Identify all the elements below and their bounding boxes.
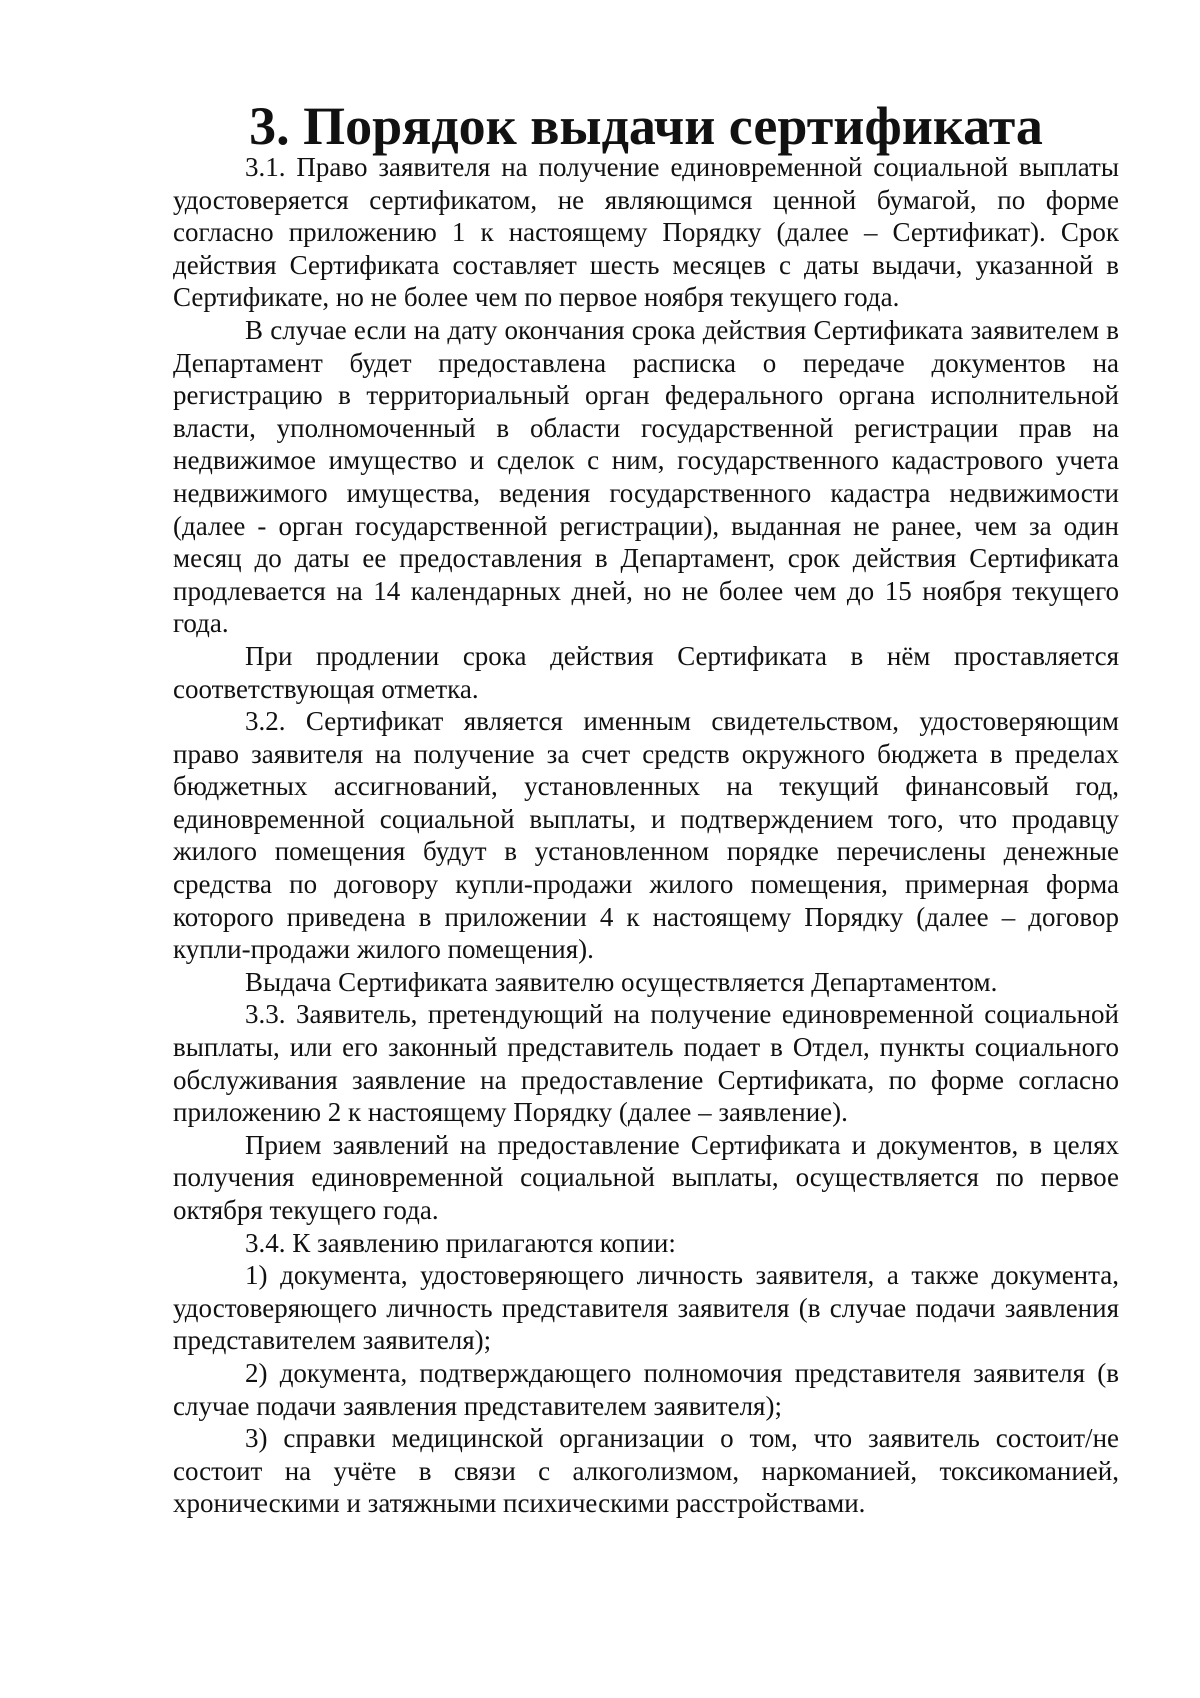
document-page bbox=[173, 96, 1119, 1520]
paragraph-3-1: 3.1. Право заявителя на получение единовременной социальной выплаты удостоверяется сертификатом, не являющимся ценной бумагой, по форме согласно приложению 1 к настоящему Порядку (далее – Сертификат). Срок действия Сертификата составляет шесть месяцев с даты выдачи, указанной в Сертификате, но не более чем по первое ноября текущего года. bbox=[173, 152, 1119, 313]
list-item-2: 2) документа, подтверждающего полномочия представителя заявителя (в случае подачи заявления представителем заявителя); bbox=[173, 1357, 1119, 1421]
list-item-3: 3) справки медицинской организации о том, что заявитель состоит/не состоит на учёте в связи с алкоголизмом, наркоманией, токсикоманией, хроническими и затяжными психическими расстройствами. bbox=[173, 1423, 1119, 1519]
paragraph-acceptance-deadline: Прием заявлений на предоставление Сертификата и документов, в целях получения единовременной социальной выплаты, осуществляется по первое октября текущего года. bbox=[173, 1129, 1119, 1225]
section-heading: 3. Порядок выдачи сертификата bbox=[249, 96, 1043, 156]
paragraph-extension-mark: При продлении срока действия Сертификата в нём проставляется соответствующая отметка. bbox=[173, 640, 1119, 704]
paragraph-issuance: Выдача Сертификата заявителю осуществляется Департаментом. bbox=[245, 966, 998, 997]
paragraph-extension-case: В случае если на дату окончания срока действия Сертификата заявителем в Департамент будет предоставлена расписка о передаче документов на регистрацию в территориальный орган федерального органа исполнительной власти, уполномоченный в области государственной регистрации прав на недвижимое имущество и сделок с ним, государственного кадастрового учета недвижимого имущества, ведения государственного кадастра недвижимости (далее - орган государственной регистрации), выданная не ранее, чем за один месяц до даты ее предоставления в Департамент, срок действия Сертификата продлевается на 14 календарных дней, но не более чем до 15 ноября текущего года. bbox=[173, 314, 1119, 639]
paragraph-3-4: 3.4. К заявлению прилагаются копии: bbox=[245, 1227, 676, 1258]
paragraph-3-3: 3.3. Заявитель, претендующий на получение единовременной социальной выплаты, или его законный представитель подает в Отдел, пункты социального обслуживания заявление на предоставление Сертификата, по форме согласно приложению 2 к настоящему Порядку (далее – заявление). bbox=[173, 999, 1119, 1128]
paragraph-3-2: 3.2. Сертификат является именным свидетельством, удостоверяющим право заявителя на получение за счет средств окружного бюджета в пределах бюджетных ассигнований, установленных на текущий финансовый год, единовременной социальной выплаты, и подтверждением того, что продавцу жилого помещения будут в установленном порядке перечислены денежные средства по договору купли-продажи жилого помещения, примерная форма которого приведена в приложении 4 к настоящему Порядку (далее – договор купли-продажи жилого помещения). bbox=[173, 706, 1119, 965]
list-item-1: 1) документа, удостоверяющего личность заявителя, а также документа, удостоверяющего личность представителя заявителя (в случае подачи заявления представителем заявителя); bbox=[173, 1260, 1119, 1356]
